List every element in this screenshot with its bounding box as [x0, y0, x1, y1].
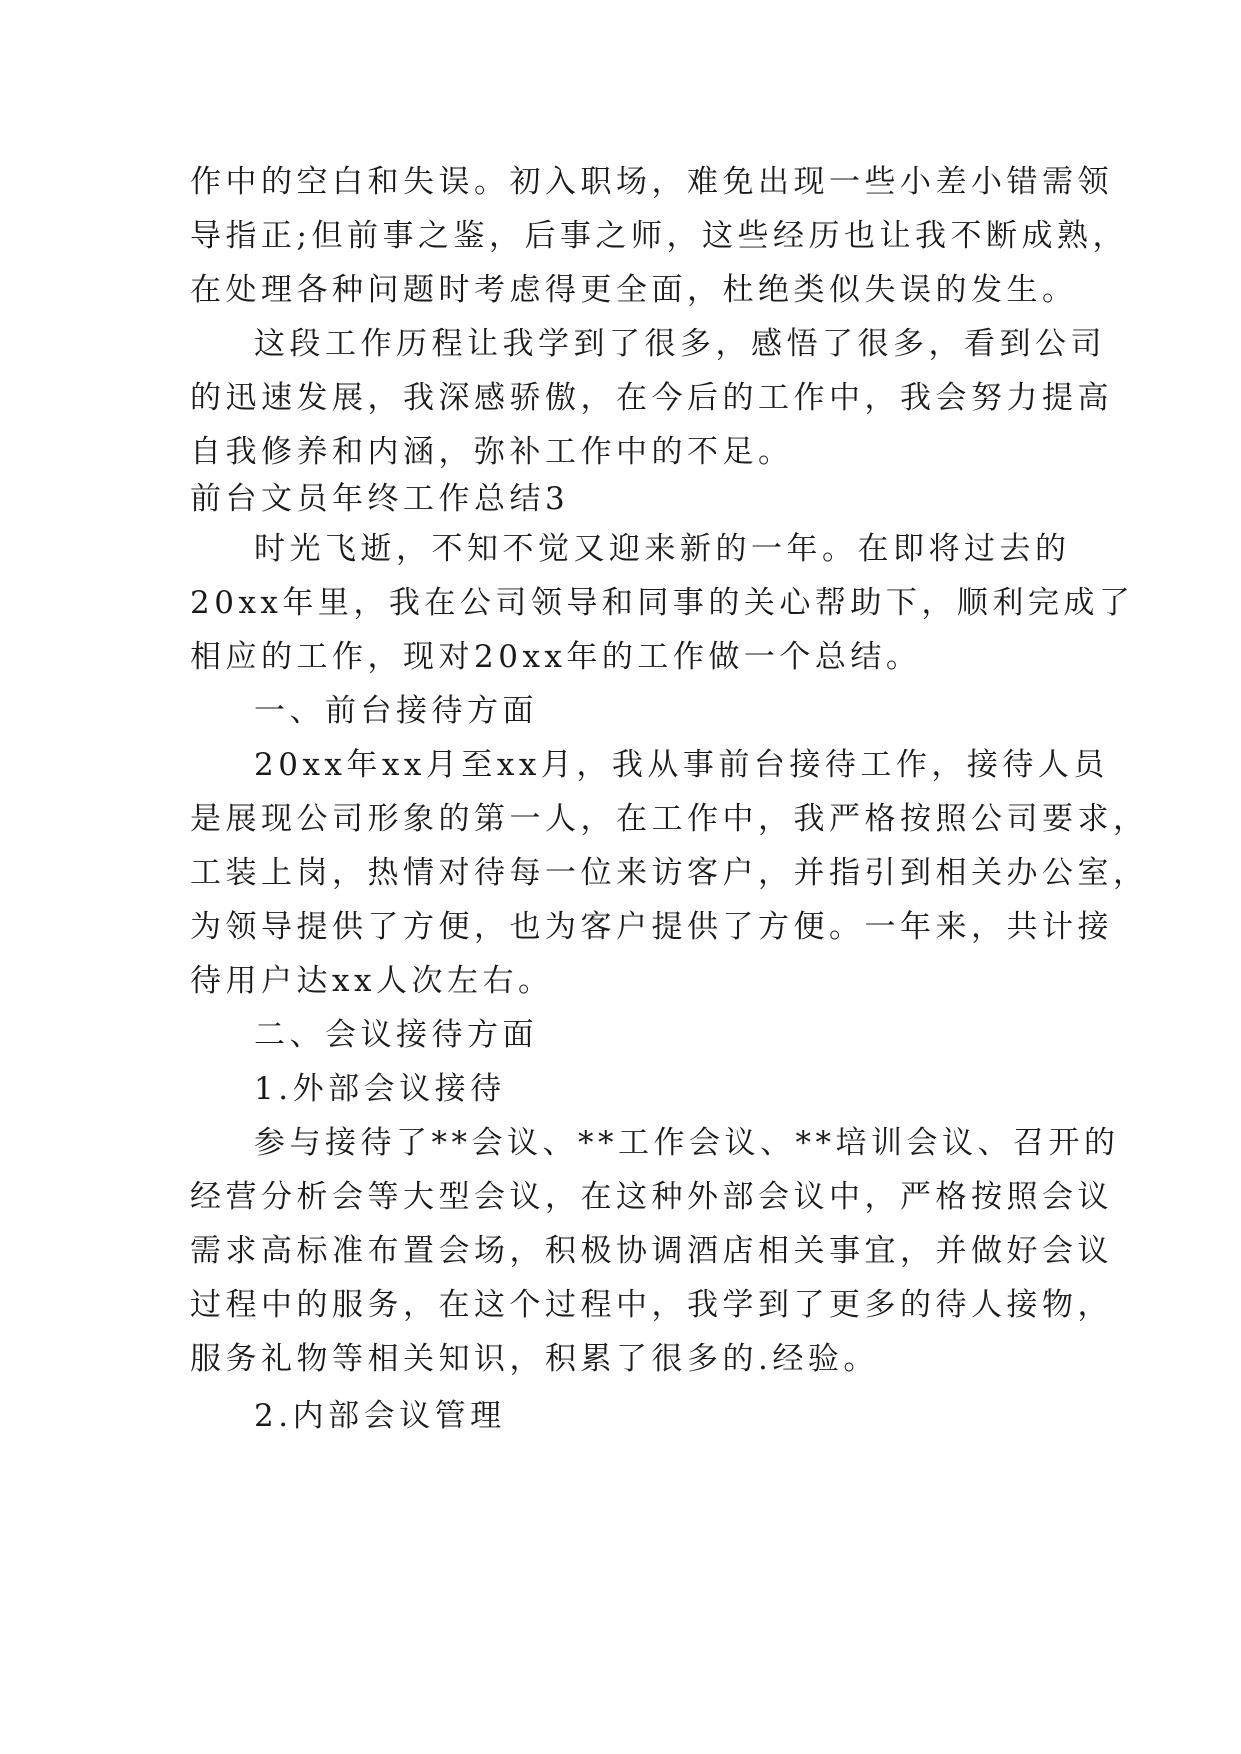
paragraph-first-line: 20xx年xx月至xx月，我从事前台接待工作，接待人员: [254, 747, 1109, 783]
body-text-line: 在处理各种问题时考虑得更全面，杜绝类似失误的发生。: [190, 272, 1078, 308]
subheading: 1.外部会议接待: [254, 1071, 506, 1107]
body-text-line: 自我修养和内涵，弥补工作中的不足。: [190, 434, 794, 470]
body-text-line: 导指正;但前事之鉴，后事之师，这些经历也让我不断成熟，: [190, 218, 1128, 254]
section-title: 前台文员年终工作总结3: [190, 481, 570, 517]
body-text-line: 需求高标准布置会场，积极协调酒店相关事宜，并做好会议: [190, 1233, 1113, 1269]
body-text-line: 为领导提供了方便，也为客户提供了方便。一年来，共计接: [190, 909, 1113, 945]
body-text-line: 的迅速发展，我深感骄傲，在今后的工作中，我会努力提高: [190, 380, 1113, 416]
body-text-line: 过程中的服务，在这个过程中，我学到了更多的待人接物，: [190, 1287, 1113, 1323]
body-text-line: 20xx年里，我在公司领导和同事的关心帮助下，顺利完成了: [190, 585, 1135, 621]
body-text-line: 作中的空白和失误。初入职场，难免出现一些小差小错需领: [190, 164, 1113, 200]
body-text-line: 服务礼物等相关知识，积累了很多的.经验。: [190, 1341, 879, 1377]
paragraph-first-line: 时光飞逝，不知不觉又迎来新的一年。在即将过去的: [254, 531, 1071, 567]
subheading: 2.内部会议管理: [254, 1398, 506, 1434]
body-text-line: 待用户达xx人次左右。: [190, 963, 554, 999]
body-text-line: 是展现公司形象的第一人，在工作中，我严格按照公司要求，: [190, 801, 1149, 837]
body-text-line: 工装上岗，热情对待每一位来访客户，并指引到相关办公室，: [190, 855, 1149, 891]
body-text-line: 经营分析会等大型会议，在这种外部会议中，严格按照会议: [190, 1179, 1113, 1215]
body-text-line: 相应的工作，现对20xx年的工作做一个总结。: [190, 639, 922, 675]
subheading: 一、前台接待方面: [254, 693, 538, 729]
paragraph-first-line: 这段工作历程让我学到了很多，感悟了很多，看到公司: [254, 326, 1106, 362]
paragraph-first-line: 参与接待了**会议、**工作会议、**培训会议、召开的: [254, 1125, 1120, 1161]
subheading: 二、会议接待方面: [254, 1017, 538, 1053]
